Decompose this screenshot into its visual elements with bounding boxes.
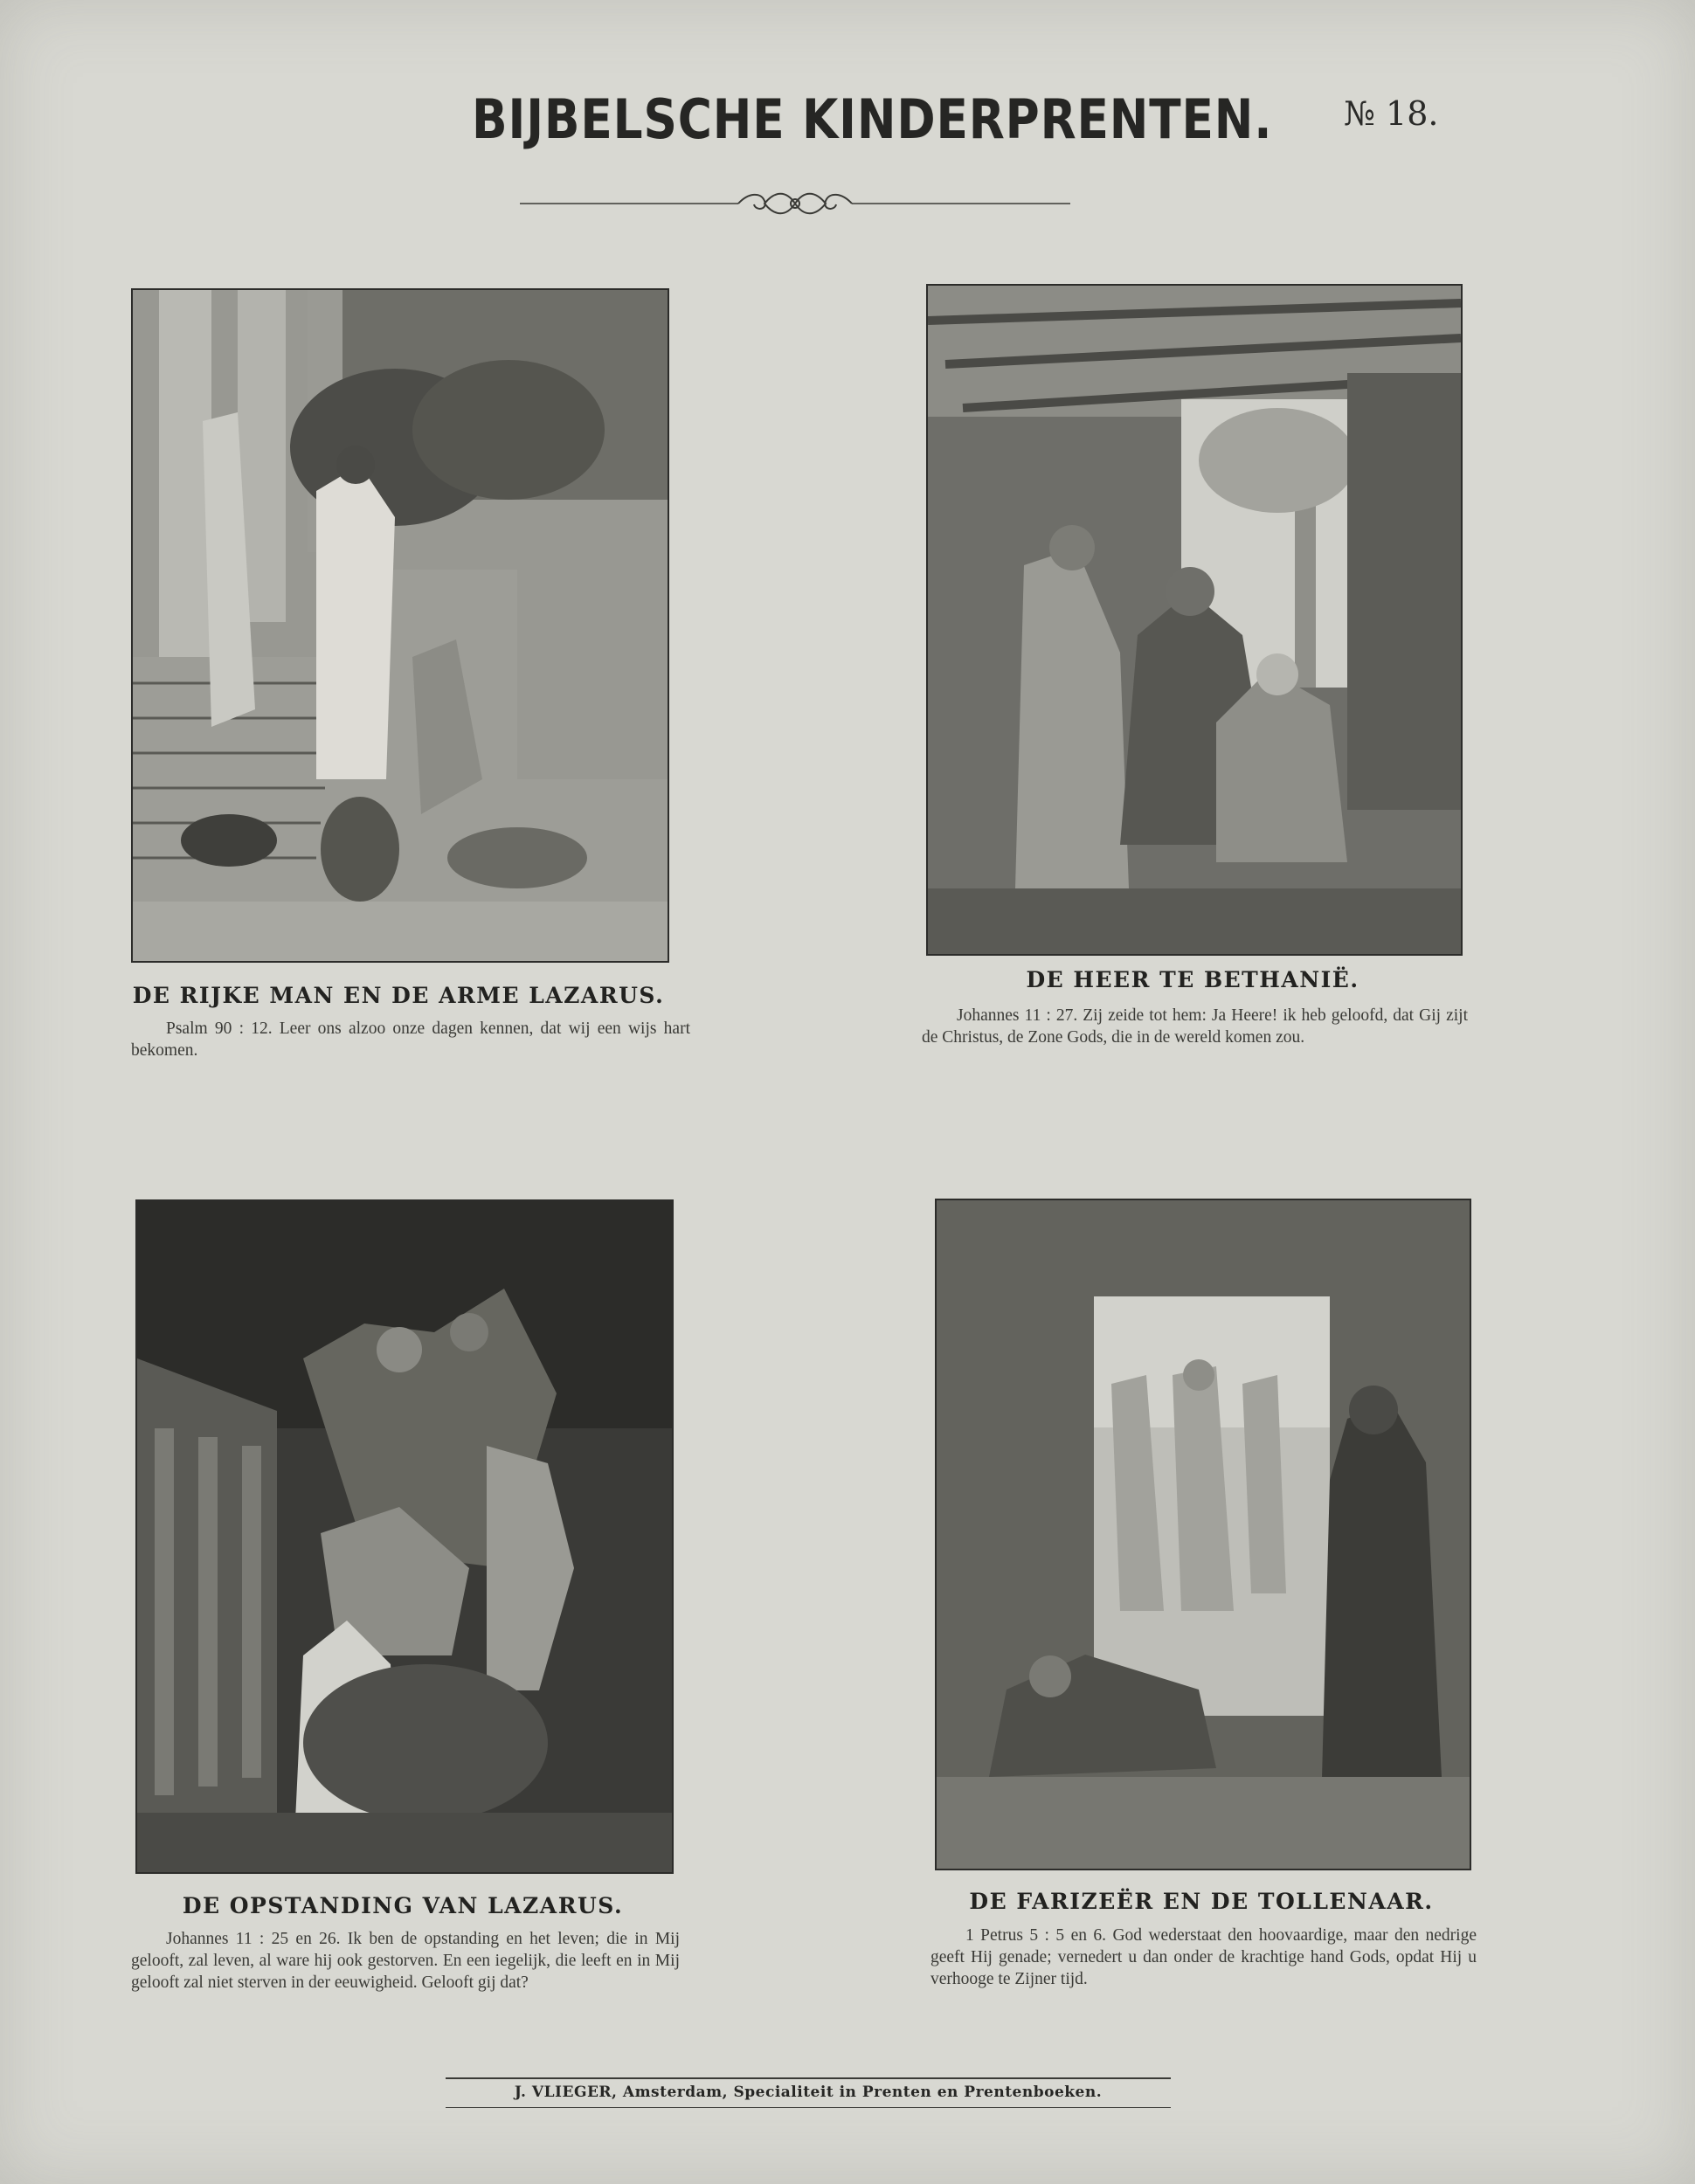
publisher-imprint: J. VLIEGER, Amsterdam, Specialiteit in Prenten en Prentenboeken.	[514, 2084, 1103, 2101]
print-4-title: DE FARIZEËR EN DE TOLLENAAR.	[969, 1889, 1434, 1914]
print-4-text: 1 Petrus 5 : 5 en 6. God wederstaat den hoovaardige, maar den nedrige geeft Hij genade; vernedert u dan onder de krachtige hand Gods, opdat Hij u verhooge te Zijner tijd.	[931, 1926, 1477, 1988]
engraving-raising-of-lazarus	[135, 1199, 674, 1874]
engraving-bethany	[926, 284, 1463, 956]
engraving-rich-man-lazarus	[131, 288, 669, 963]
print-1-text: Psalm 90 : 12. Leer ons alzoo onze dagen kennen, dat wij een wijs hart bekomen.	[131, 1019, 690, 1060]
print-3-text: Johannes 11 : 25 en 26. Ik ben de opstanding en het leven; die in Mij gelooft, zal leven, al ware hij ook gestorven. En een iegelijk, die leeft en in Mij gelooft zal niet sterven in der eeuwigheid. Gelooft gij dat?	[131, 1930, 680, 1992]
engraving-pharisee-and-publican	[935, 1199, 1471, 1870]
sheet-number: № 18.	[1344, 94, 1439, 133]
footer-rule-bottom	[446, 2107, 1171, 2108]
footer-rule-top	[446, 2077, 1171, 2079]
print-2-text: Johannes 11 : 27. Zij zeide tot hem: Ja Heere! ik heb geloofd, dat Gij zijt de Christus, de Zone Gods, die in de wereld komen zou.	[922, 1006, 1468, 1047]
print-3-title: DE OPSTANDING VAN LAZARUS.	[182, 1893, 624, 1918]
title-ornament	[520, 183, 1070, 224]
sheet-title: BIJBELSCHE KINDERPRENTEN.	[472, 87, 1273, 151]
print-1-title: DE RIJKE MAN EN DE ARME LAZARUS.	[132, 983, 665, 1008]
print-2-title: DE HEER TE BETHANIË.	[1026, 967, 1359, 992]
